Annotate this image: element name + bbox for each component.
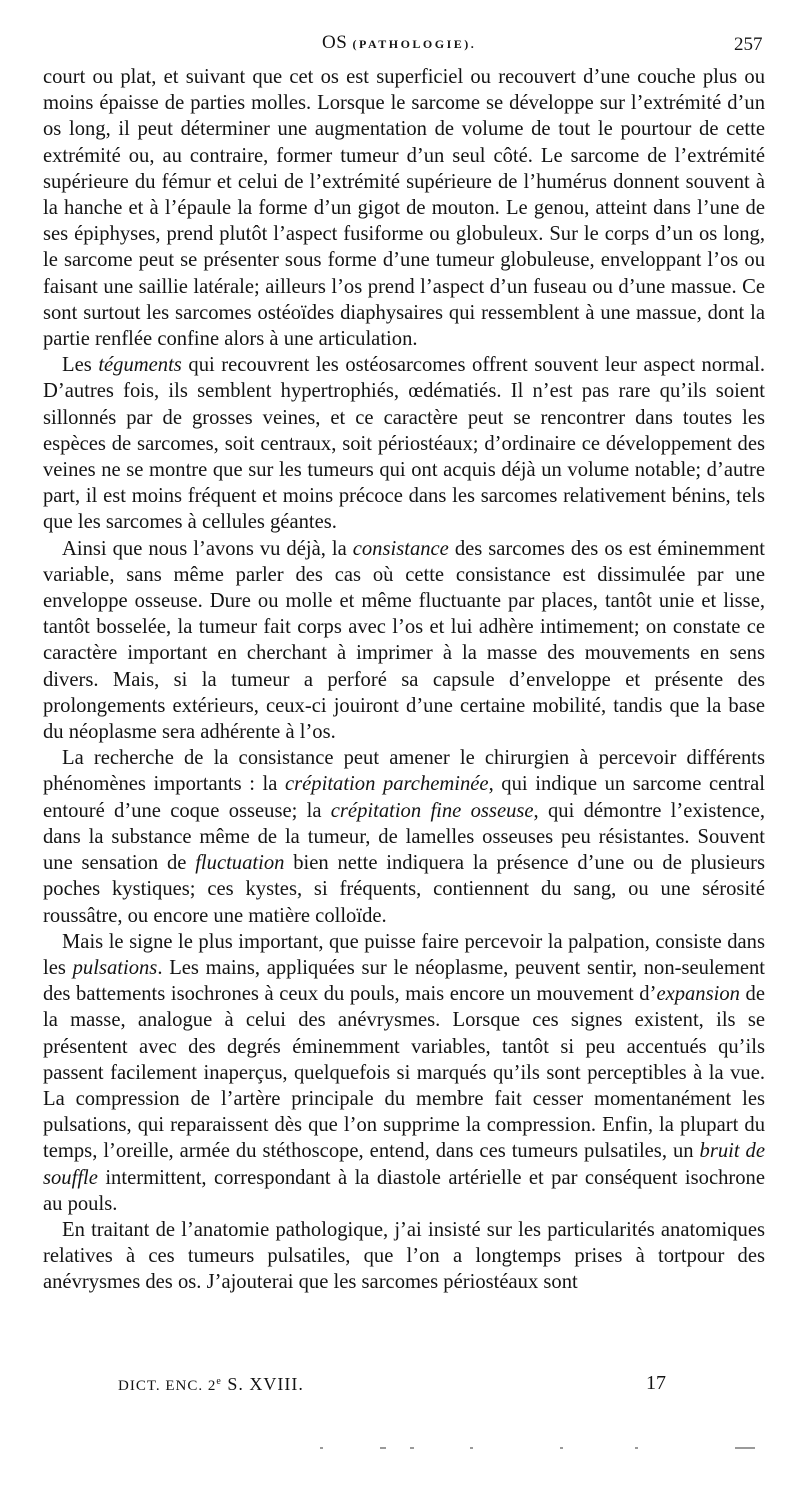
text-run: Mais le signe le plus important, que puisse faire percevoir la palpation, consiste dans les xyxy=(43,930,765,979)
italic-term: crépitation parcheminée xyxy=(285,773,489,796)
text-run: bien nette indiquera la présence d’une ou de plusieurs poches kystiques; ces kystes, si fréquents, contiennent du sang, ou une sérosité roussâtre, ou encore une matière colloïde. xyxy=(43,852,765,927)
text-run: intermittent, correspondant à la diastole artérielle et par conséquent isochrone au pouls. xyxy=(43,1166,765,1215)
speck xyxy=(735,1447,755,1449)
text-run: Ainsi que nous l’avons vu déjà, la xyxy=(62,537,353,560)
paragraph-p4 xyxy=(43,745,765,928)
italic-term: téguments xyxy=(98,354,182,377)
text-run: , qui indique un sarcome central entouré d’une coque osseuse; la xyxy=(43,773,765,822)
text-run: La recherche de la consistance peut amener le chirurgien à percevoir différents phénomènes importants : la xyxy=(43,747,765,796)
signature-suffix: S. XVIII. xyxy=(221,1374,304,1394)
text-run: de la masse, analogue à celui des anévrysmes. Lorsque ces signes existent, ils se présentent avec des degrés éminemment variables, tantôt si peu accentués qu’ils passent facilement inaperçus, quelquefois si marqués qu’ils sont perceptibles à la vue. La compression de l’artère principale du membre fait cesser momentanément les pulsations, qui reparaissent dès que l’on supprime la compression. Enfin, la plupart du temps, l’oreille, armée du stéthoscope, entend, dans ces tumeurs pulsatiles, un xyxy=(43,983,765,1163)
italic-term: consistance xyxy=(352,537,449,560)
signature-number: 17 xyxy=(646,1372,666,1394)
paragraph-p6 xyxy=(43,1217,765,1296)
running-header xyxy=(0,32,800,56)
running-title-sub: (PATHOLOGIE). xyxy=(352,37,477,51)
signature-sup: e xyxy=(216,1376,222,1387)
italic-term: bruit de souffle xyxy=(43,1140,765,1189)
text-run: En traitant de l’anatomie pathologique, j’ai insisté sur les particularités anatomiques relatives à ces tumeurs pulsatiles, que l’on a longtemps prises à tortpour des anévrysmes des os. J’ajouterai que les sarcomes périostéaux sont xyxy=(43,1218,765,1294)
speck xyxy=(320,1447,323,1449)
text-run: des sarcomes des os est éminemment variable, sans même parler des cas où cette consistance est dissimulée par une enveloppe osseuse. Dure ou molle et même fluctuante par places, tantôt unie et lisse, tantôt bosselée, la tumeur fait corps avec l’os et lui adhère intimement; on constate ce caractère important en cherchant à imprimer à la masse des mouvements en sens divers. Mais, si la tumeur a perforé sa capsule d’enveloppe et présente des prolongements extérieurs, ceux-ci jouiront d’une certaine mobilité, tandis que la base du néoplasme sera adhérente à l’os. xyxy=(43,537,765,744)
running-title-main: OS xyxy=(322,32,348,53)
text-run: qui recouvrent les ostéosarcomes offrent souvent leur aspect normal. D’autres fois, ils semblent hypertrophiés, œdématiés. Il n’est pas rare qu’ils soient sillonnés par de grosses veines, et ce caractère peut se rencontrer dans toutes les espèces de sarcomes, soit centraux, soit périostéaux; d’ordinaire ce développement des veines ne se montre que sur les tumeurs qui ont acquis déjà un volume notable; d’autre part, il est moins fréquent et moins précoce dans les sarcomes relativement bénins, tels que les sarcomes à cellules géantes. xyxy=(43,354,765,534)
italic-term: expansion xyxy=(656,983,740,1006)
signature-prefix: DICT. ENC. 2 xyxy=(118,1378,217,1394)
paragraph-p2 xyxy=(43,352,765,535)
text-run: court ou plat, et suivant que cet os est superficiel ou recouvert d’une couche plus ou moins épaisse de parties molles. Lorsque le sarcome se développe sur l’extrémité d’un os long, il peut déterminer une augmentation de volume de tout le pourtour de cette extrémité ou, au contraire, former tumeur d’un seul côté. Le sarcome de l’extrémité supérieure du fémur et celui de l’extrémité supérieure de l’humérus donnent souvent à la hanche et à l’épaule la forme d’un gigot de mouton. Le genou, atteint dans l’une de ses épiphyses, prend plutôt l’aspect fusiforme ou globuleux. Sur le corps d’un os long, le sarcome peut se présenter sous forme d’une tumeur globuleuse, enveloppant l’os ou faisant une saillie latérale; ailleurs l’os prend l’aspect d’un fuseau ou d’une massue. Ce sont surtout les sarcomes ostéoïdes diaphysaires qui ressemblent à une massue, dont la partie renflée confine alors à une articulation. xyxy=(43,66,765,351)
speck xyxy=(410,1447,414,1449)
italic-term: pulsations xyxy=(72,956,158,979)
text-run: . Les mains, appliquées sur le néoplasme, peuvent sentir, non-seulement des battements isochrones à ceux du pouls, mais encore un mouvement d’ xyxy=(43,956,765,1006)
running-title xyxy=(322,32,476,54)
speck xyxy=(635,1447,638,1449)
body-text xyxy=(43,64,765,1296)
paragraph-p1 xyxy=(43,64,765,352)
italic-term: crépitation fine osseuse xyxy=(330,799,534,822)
italic-term: fluctuation xyxy=(195,852,285,875)
speck xyxy=(470,1447,473,1449)
text-run: , qui démontre l’existence, dans la substance même de la tumeur, de lamelles osseuses peu résistantes. Souvent une sensation de xyxy=(43,799,765,875)
page-number: 257 xyxy=(734,34,763,55)
paragraph-p3 xyxy=(43,536,765,746)
text-run: Les xyxy=(62,354,99,377)
speck xyxy=(560,1447,563,1449)
printer-signature xyxy=(118,1374,304,1395)
speck xyxy=(380,1447,386,1449)
scan-specks xyxy=(300,1447,770,1451)
page-footer xyxy=(0,1374,800,1398)
paragraph-p5 xyxy=(43,929,765,1217)
